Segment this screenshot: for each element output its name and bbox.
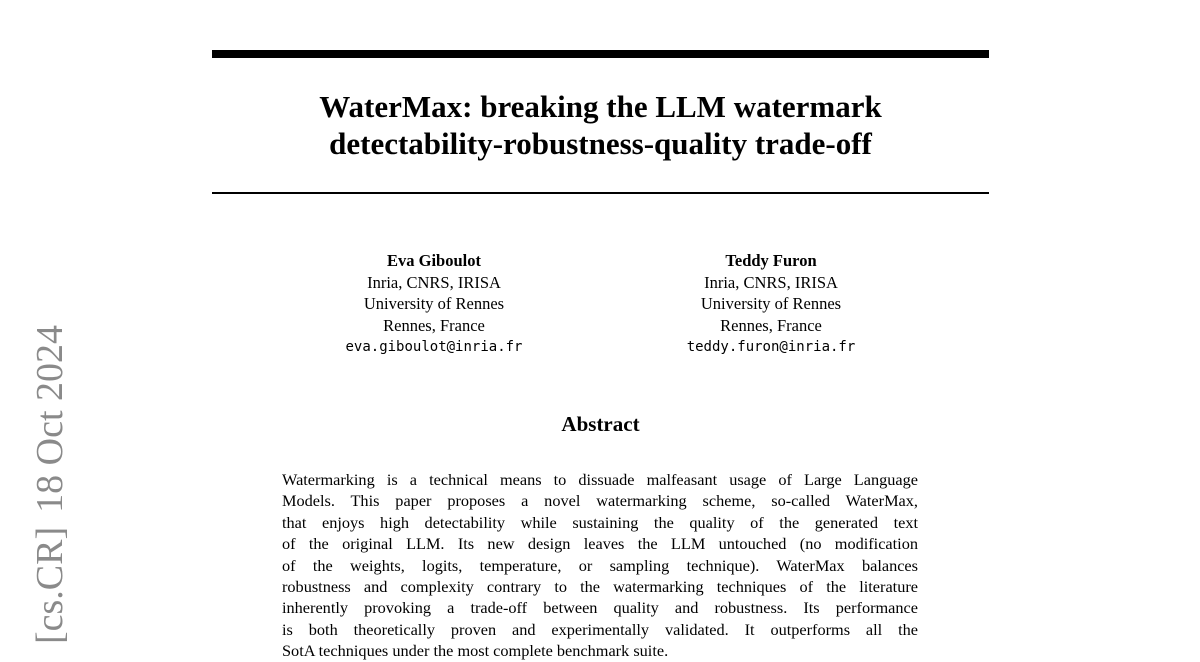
abstract-body	[282, 469, 918, 662]
title-line: detectability-robustness-quality trade-off	[329, 126, 872, 161]
author-email[interactable]: eva.giboulot@inria.fr	[345, 339, 523, 355]
abstract-line: inherently provoking a trade-off between quality and robustness. Its performance	[282, 598, 918, 618]
author-affiliation: Inria, CNRS, IRISA	[367, 272, 501, 292]
abstract-line: robustness and complexity contrary to the watermarking techniques of the literature	[282, 577, 918, 597]
author-name: Eva Giboulot	[387, 251, 481, 270]
author-block-giboulot	[284, 250, 584, 359]
title-bottom-rule	[212, 192, 989, 194]
arxiv-side-stamp	[28, 304, 72, 648]
author-location: Rennes, France	[720, 315, 822, 335]
author-affiliation: Inria, CNRS, IRISA	[704, 272, 838, 292]
author-name: Teddy Furon	[725, 251, 817, 270]
arxiv-date: 18 Oct 2024	[29, 324, 71, 513]
abstract-line: SotA techniques under the most complete benchmark suite.	[282, 641, 669, 661]
abstract-line: Models. This paper proposes a novel watermarking scheme, so-called WaterMax,	[282, 491, 918, 511]
author-block-furon	[621, 250, 921, 359]
abstract-line: that enjoys high detectability while sustaining the quality of the generated text	[282, 512, 918, 532]
abstract-line: of the original LLM. Its new design leaves the LLM untouched (no modification	[282, 534, 918, 554]
abstract-line: Watermarking is a technical means to dissuade malfeasant usage of Large Language	[282, 470, 918, 489]
author-university: University of Rennes	[700, 294, 842, 313]
paper-title	[212, 88, 989, 162]
title-top-rule	[212, 50, 989, 58]
author-university: University of Rennes	[363, 294, 505, 313]
abstract-line: of the weights, logits, temperature, or sampling technique). WaterMax balances	[282, 555, 918, 575]
abstract-line: is both theoretically proven and experimentally validated. It outperforms all the	[282, 619, 918, 639]
arxiv-category: [cs.CR]	[29, 526, 71, 644]
author-location: Rennes, France	[383, 315, 485, 335]
author-email[interactable]: teddy.furon@inria.fr	[686, 339, 856, 355]
title-line: WaterMax: breaking the LLM watermark	[319, 89, 882, 124]
abstract-heading: Abstract	[561, 412, 640, 436]
